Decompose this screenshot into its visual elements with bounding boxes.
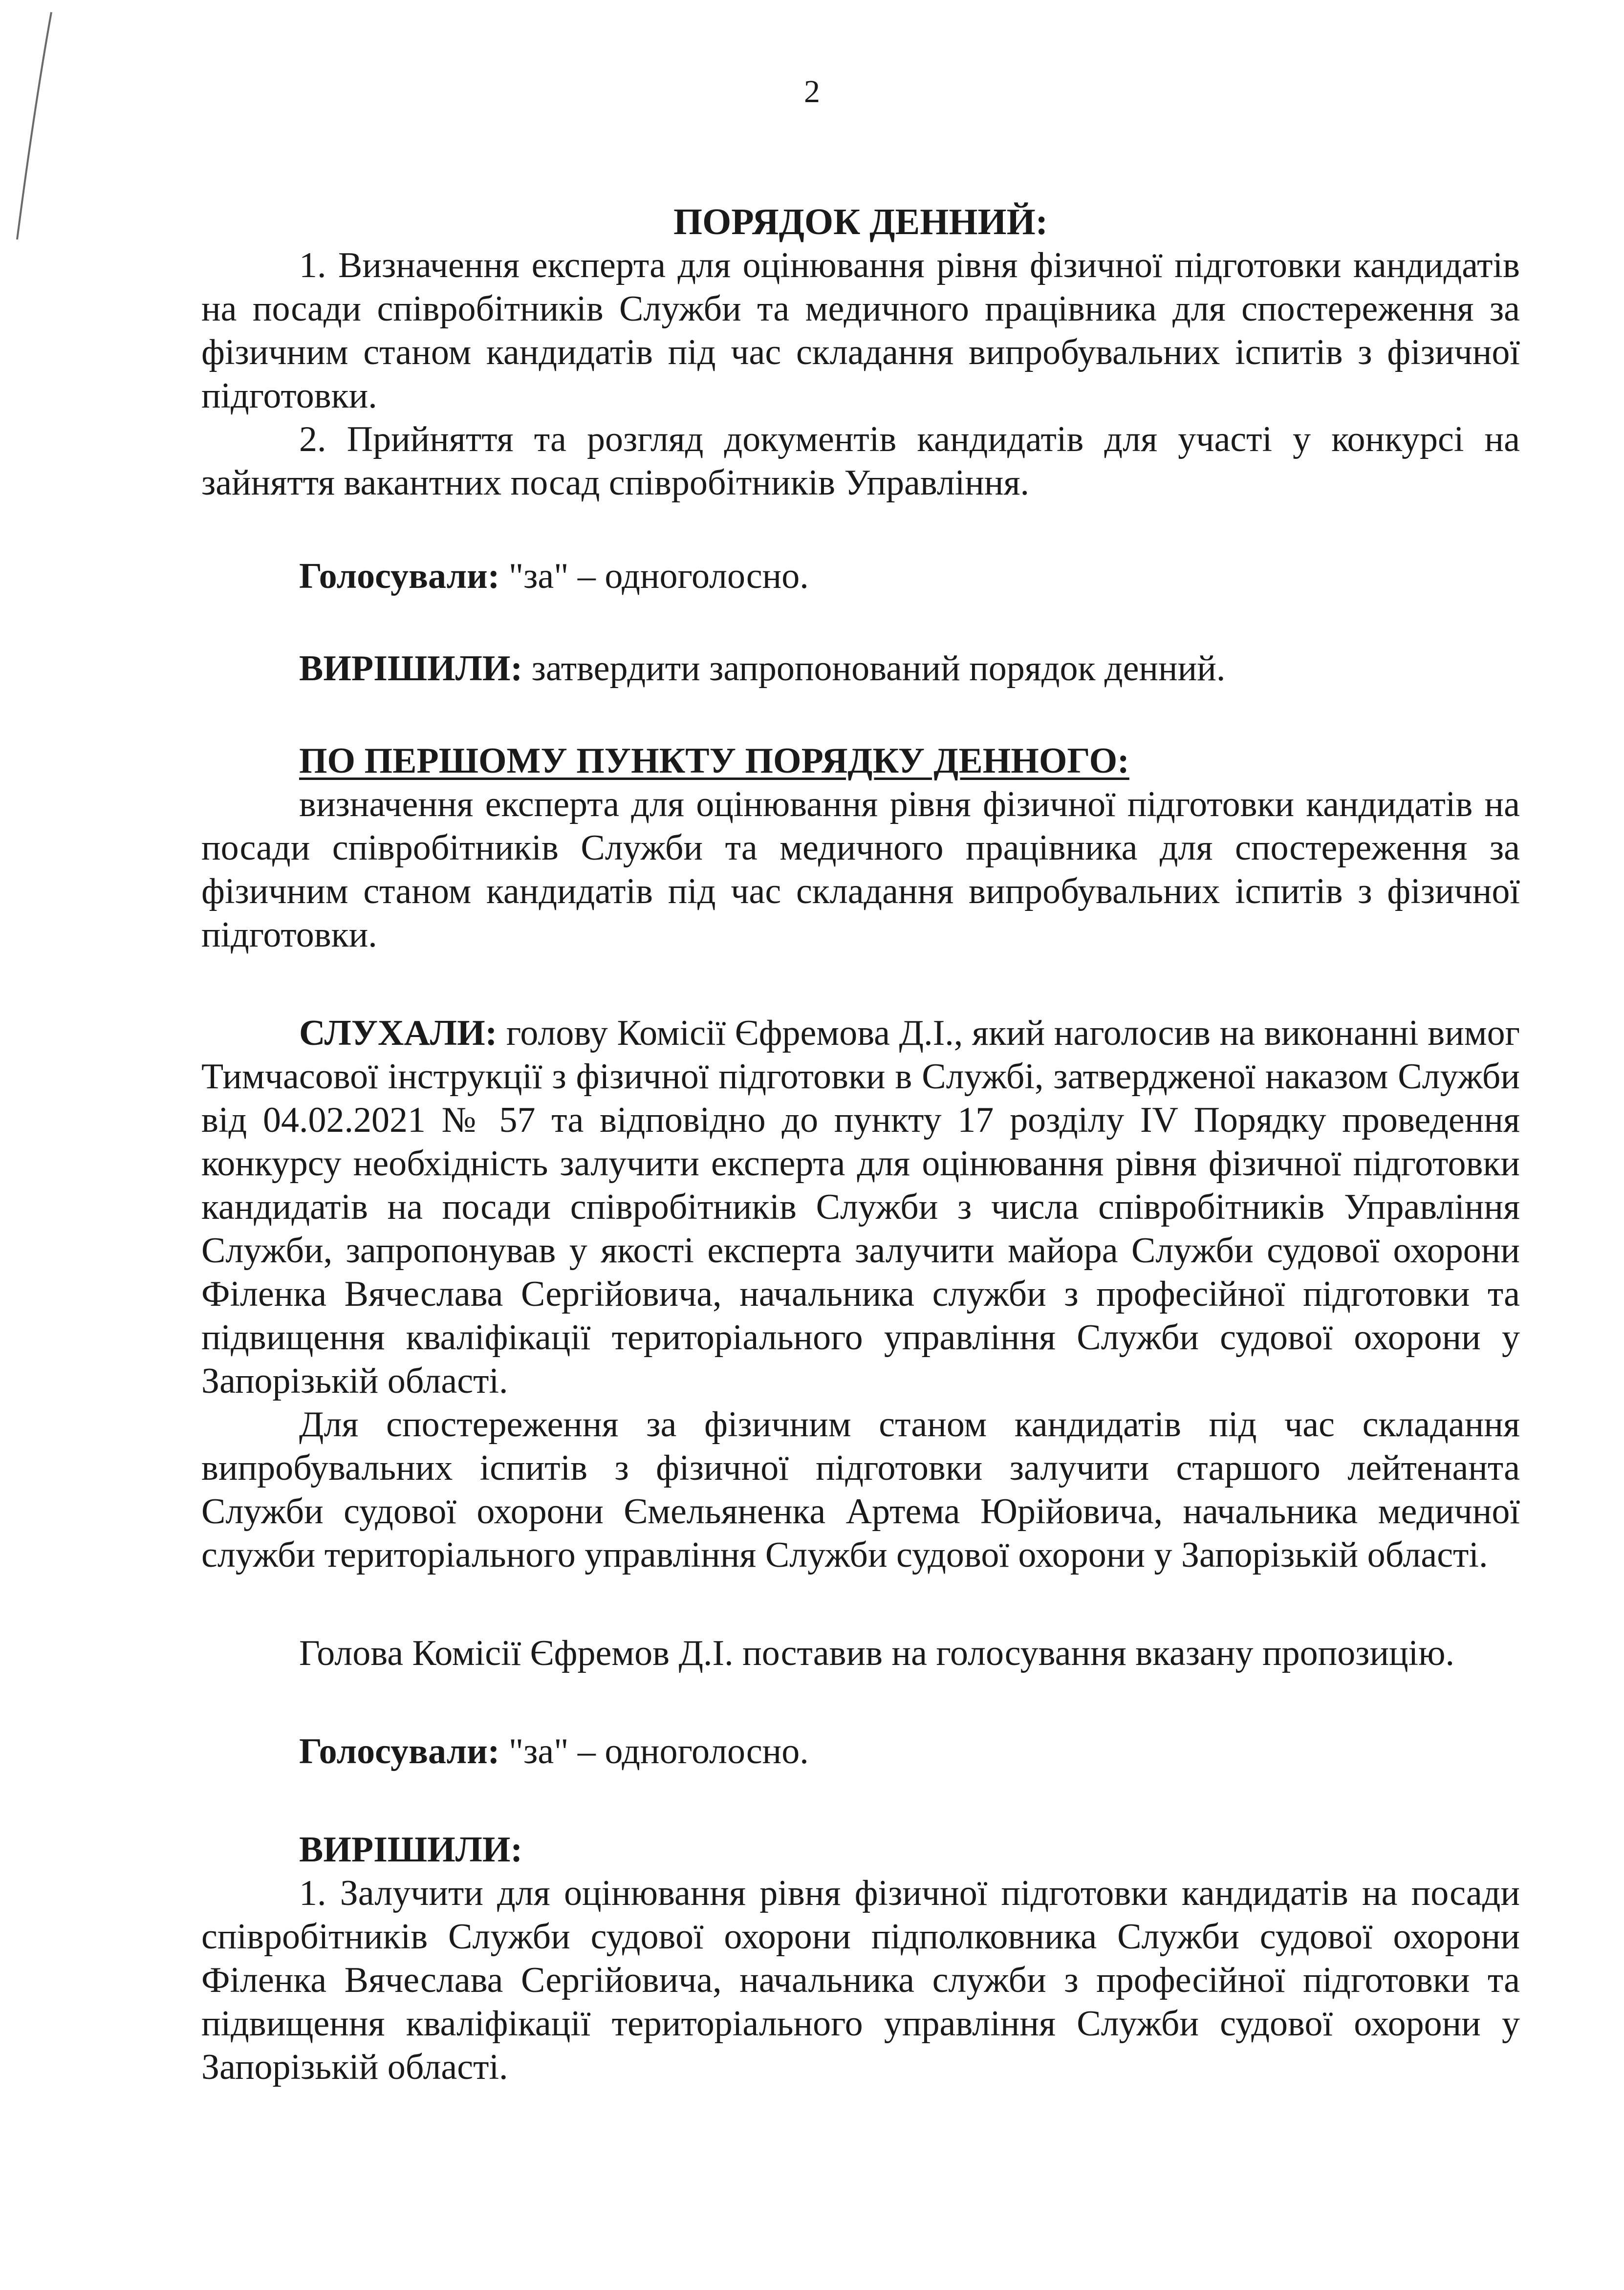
agenda-item-2: 2. Прийняття та розгляд документів кандидатів для участі у конкурсі на зайняття вакантних посад співробітників Управління.: [201, 419, 1520, 503]
decision-2-heading-row: [201, 1828, 1520, 1872]
heard-paragraph-2: Для спостереження за фізичним станом кандидатів під час складання випробувальних іспитів з фізичної підготовки залучити старшого лейтенанта Служби судової охорони Ємельяненка Артема Юрійовича, начальника медичної служби територіального управління Служби судової охорони у Запорізькій області.: [201, 1404, 1520, 1575]
agenda-item-1: 1. Визначення експерта для оцінювання рівня фізичної підготовки кандидатів на посади співробітників Служби та медичного працівника для спостереження за фізичним станом кандидатів під час складання випробувальних іспитів з фізичної підготовки.: [201, 245, 1520, 416]
vote-label: Голосували:: [299, 1731, 500, 1772]
heard-label: СЛУХАЛИ:: [299, 1013, 498, 1053]
decision-1: [201, 647, 1520, 691]
vote-result-1: [201, 555, 1520, 598]
heard-text: голову Комісії Єфремова Д.І., який наголосив на виконанні вимог Тимчасової інструкції з фізичної підготовки в Службі, затвердженої наказом Служби від 04.02.2021 № 57 та відповідно до пункту 17 розділу IV Порядку проведення конкурсу необхідність залучити експерта для оцінювання рівня фізичної підготовки кандидатів на посади співробітників Служби з числа співробітників Управління Служби, запропонував у якості експерта залучити майора Служби судової охорони Філенка Вячеслава Сергійовича, начальника служби з професійної підготовки та підвищення кваліфікації територіального управління Служби судової охорони у Запорізькій області.: [201, 1013, 1520, 1401]
point-1-heading: ПО ПЕРШОМУ ПУНКТУ ПОРЯДКУ ДЕННОГО:: [299, 741, 1129, 781]
decision-2-item-1: 1. Залучити для оцінювання рівня фізичної підготовки кандидатів на посади співробітників Служби судової охорони підполковника Служби судової охорони Філенка Вячеслава Сергійовича, начальника служби з професійної підготовки та підвищення кваліфікації територіального управління Служби судової охорони у Запорізькій області.: [201, 1873, 1520, 2087]
decision-label: ВИРІШИЛИ:: [299, 648, 523, 689]
vote-label: Голосували:: [299, 556, 500, 596]
decision-label: ВИРІШИЛИ:: [299, 1830, 523, 1870]
point-1-heading-row: [201, 739, 1520, 783]
document-body: [201, 200, 1520, 2089]
point-1-text: визначення експерта для оцінювання рівня фізичної підготовки кандидатів на посади співробітників Служби та медичного працівника для спостереження за фізичним станом кандидатів під час складання випробувальних іспитів з фізичної підготовки.: [201, 784, 1520, 955]
page-number: 2: [804, 74, 820, 109]
agenda-heading: ПОРЯДОК ДЕННИЙ:: [673, 201, 1048, 242]
vote-result-2: [201, 1730, 1520, 1773]
scan-edge-mark: [5, 10, 64, 244]
vote-text: "за" – одноголосно.: [499, 1731, 809, 1772]
heard-paragraph: [201, 1012, 1520, 1403]
decision-text: затвердити запропонований порядок денний.: [522, 648, 1226, 689]
chair-paragraph: Голова Комісії Єфремов Д.І. поставив на голосування вказану пропозицію.: [299, 1633, 1454, 1673]
vote-text: "за" – одноголосно.: [499, 556, 809, 596]
